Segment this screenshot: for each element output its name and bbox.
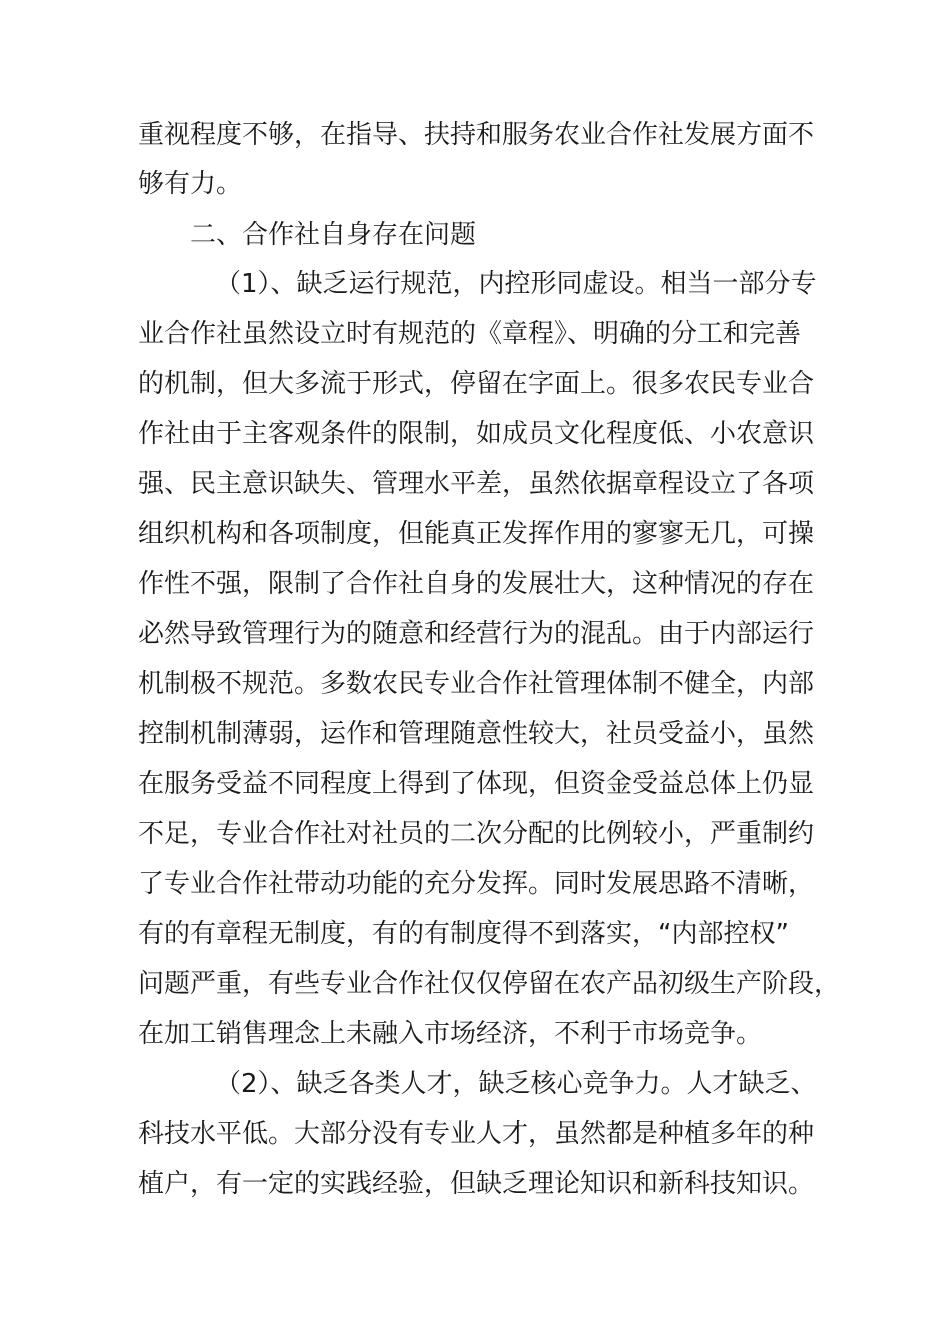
section-heading: 二、合作社自身存在问题 [190,220,477,250]
text-line: 强、民主意识缺失、管理水平差，虽然依据章程设立了各项 [138,469,815,499]
text-line: 控制机制薄弱，运作和管理随意性较大，社员受益小，虽然 [138,719,815,749]
text-line: 科技水平低。大部分没有专业人才，虽然都是种植多年的种 [138,1119,815,1149]
text-line: 植户，有一定的实践经验，但缺乏理论知识和新科技知识。 [138,1169,815,1199]
text-line: 在服务受益不同程度上得到了体现，但资金受益总体上仍显 [138,769,815,799]
text-line: 作性不强，限制了合作社自身的发展壮大，这种情况的存在 [138,569,815,599]
paragraph-first-line: （2）、缺乏各类人才，缺乏核心竞争力。人才缺乏、 [215,1069,817,1099]
text-line: 问题严重，有些专业合作社仅仅停留在农产品初级生产阶段， [138,969,841,999]
text-line: 机制极不规范。多数农民专业合作社管理体制不健全，内部 [138,669,815,699]
text-line: 不足，专业合作社对社员的二次分配的比例较小，严重制约 [138,819,815,849]
text-line: 必然导致管理行为的随意和经营行为的混乱。由于内部运行 [138,619,815,649]
text-line: 有的有章程无制度，有的有制度得不到落实，“内部控权” [138,919,789,949]
text-line: 组织机构和各项制度，但能真正发挥作用的寥寥无几，可操 [138,519,815,549]
text-line: 业合作社虽然设立时有规范的《章程》、明确的分工和完善 [138,319,802,349]
paragraph-first-line: （1）、缺乏运行规范，内控形同虚设。相当一部分专 [215,269,817,299]
text-line: 重视程度不够，在指导、扶持和服务农业合作社发展方面不 [138,120,815,150]
text-line: 在加工销售理念上未融入市场经济，不利于市场竞争。 [138,1019,763,1049]
text-line: 了专业合作社带动功能的充分发挥。同时发展思路不清晰， [138,869,815,899]
text-line: 作社由于主客观条件的限制，如成员文化程度低、小农意识 [138,419,815,449]
text-line: 的机制，但大多流于形式，停留在字面上。很多农民专业合 [138,369,815,399]
text-line: 够有力。 [138,169,243,199]
